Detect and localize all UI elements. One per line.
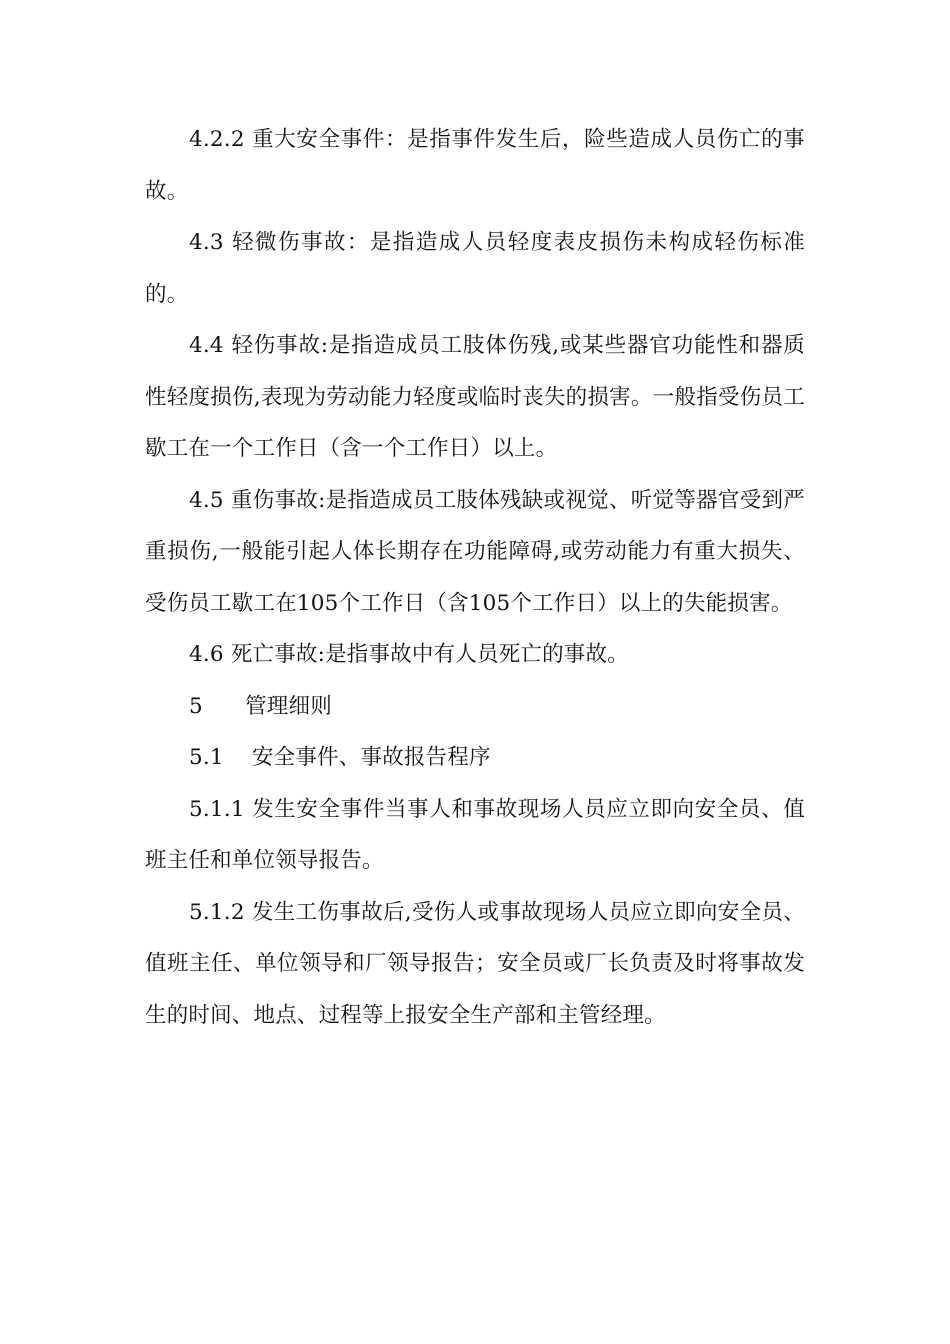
paragraph-4-2-2: 4.2.2 重大安全事件：是指事件发生后，险些造成人员伤亡的事故。 (145, 127, 805, 204)
section-heading-5-1 (145, 732, 805, 784)
section-heading-5 (145, 681, 805, 733)
document-body (145, 114, 805, 1041)
section-title: 管理细则 (245, 693, 332, 719)
section-number: 5.1 (189, 745, 224, 770)
section-title: 安全事件、事故报告程序 (251, 745, 491, 770)
paragraph-4-5: 4.5 重伤事故:是指造成员工肢体残缺或视觉、听觉等器官受到严重损伤,一般能引起人体长期存在功能障碍,或劳动能力有重大损失、受伤员工歇工在105个工作日（含105个工作日）以上的失能损害。 (145, 487, 805, 616)
paragraph-4-6: 4.6 死亡事故:是指事故中有人员死亡的事故。 (189, 642, 629, 667)
paragraph-4-3: 4.3 轻微伤事故：是指造成人员轻度表皮损伤未构成轻伤标准的。 (145, 230, 805, 307)
paragraph-5-1-1: 5.1.1 发生安全事件当事人和事故现场人员应立即向安全员、值班主任和单位领导报告。 (145, 796, 805, 873)
paragraph-5-1-2: 5.1.2 发生工伤事故后,受伤人或事故现场人员应立即向安全员、值班主任、单位领导和厂领导报告；安全员或厂长负责及时将事故发生的时间、地点、过程等上报安全生产部和主管经理。 (145, 899, 805, 1028)
paragraph-4-4: 4.4 轻伤事故:是指造成员工肢体伤残,或某些器官功能性和器质性轻度损伤,表现为劳动能力轻度或临时丧失的损害。一般指受伤员工歇工在一个工作日（含一个工作日）以上。 (145, 333, 805, 461)
section-number: 5 (189, 693, 203, 719)
